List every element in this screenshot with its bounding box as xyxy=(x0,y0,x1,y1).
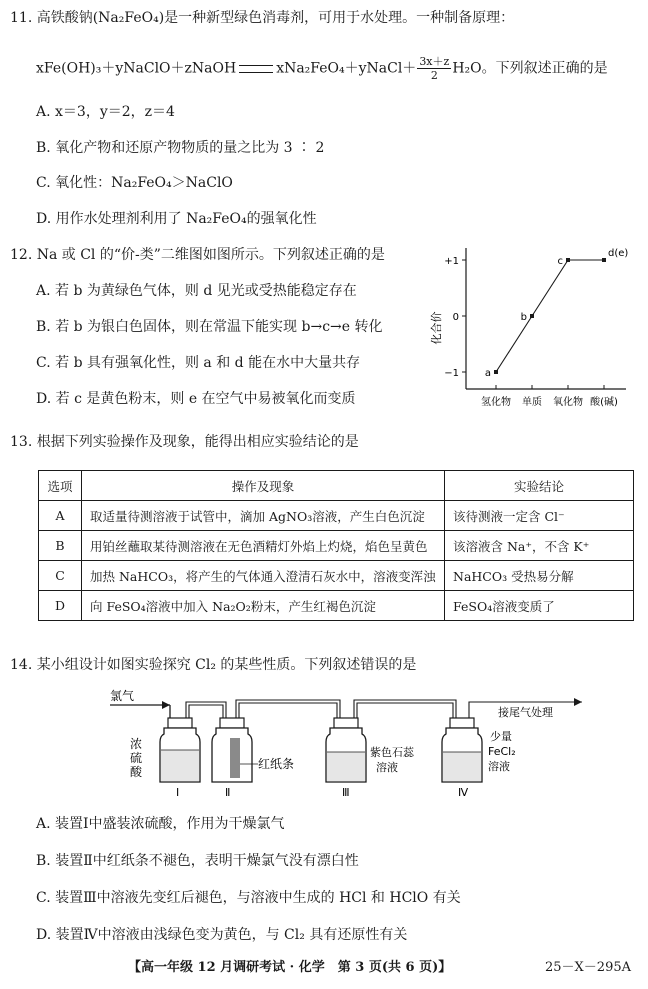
q11-option-d: D. 用作水处理剂利用了 Na₂FeO₄的强氧化性 xyxy=(36,211,317,227)
table-cell-operation: 向 FeSO₄溶液中加入 Na₂O₂粉末，产生红褐色沉淀 xyxy=(82,591,445,621)
q11-stem: 11. 高铁酸钠(Na₂FeO₄)是一种新型绿色消毒剂，可用于水处理。一种制备原理： xyxy=(10,10,515,26)
bottle-2-label: 红纸条 xyxy=(258,757,295,771)
q14-option-d: D. 装置Ⅳ中溶液由浅绿色变为黄色，与 Cl₂ 具有还原性有关 xyxy=(36,927,408,943)
table-cell-operation: 用铂丝蘸取某待测溶液在无色酒精灯外焰上灼烧，焰色呈黄色 xyxy=(82,531,445,561)
q14-stem: 14. 某小组设计如图实验探究 Cl₂ 的某些性质。下列叙述错误的是 xyxy=(10,657,417,673)
q11-option-c: C. 氧化性：Na₂FeO₄＞NaClO xyxy=(36,175,233,191)
q11-eq-right: xNa₂FeO₄＋yNaCl＋ xyxy=(276,60,417,77)
q14-option-a: A. 装置Ⅰ中盛装浓硫酸，作用为干燥氯气 xyxy=(36,816,285,832)
bottle-4-label-line2: FeCl₂ xyxy=(488,745,516,758)
chart-point-label: d(e) xyxy=(608,248,629,259)
chart-series-segment xyxy=(532,260,568,316)
table-header-row xyxy=(39,471,634,501)
table-row xyxy=(39,591,634,621)
q14-option-c: C. 装置Ⅲ中溶液先变红后褪色，与溶液中生成的 HCl 和 HClO 有关 xyxy=(36,890,461,906)
chart-point-label: a xyxy=(484,368,491,379)
exhaust-label: 接尾气处理 xyxy=(498,706,553,719)
equals-arrow-icon xyxy=(239,65,273,73)
table-cell-conclusion: 该溶液含 Na⁺，不含 K⁺ xyxy=(445,531,634,561)
q11-eq-fraction xyxy=(417,55,451,82)
bottle-1-label-line2: 硫 xyxy=(130,751,143,765)
exhaust-arrow-icon xyxy=(574,698,582,706)
table-cell-option: B xyxy=(39,531,82,561)
chart-point-label: c xyxy=(557,256,563,267)
table-cell-operation: 取适量待测溶液于试管中，滴加 AgNO₃溶液，产生白色沉淀 xyxy=(82,501,445,531)
table-cell-option: D xyxy=(39,591,82,621)
chart-point xyxy=(494,370,498,374)
bottle-3 xyxy=(326,718,366,782)
bottle-1-numeral: Ⅰ xyxy=(176,786,180,798)
bottle-4 xyxy=(442,718,482,782)
red-paper-strip xyxy=(230,738,240,778)
q11-equation xyxy=(36,55,608,82)
chart-ytick-label: +1 xyxy=(444,256,459,267)
table-cell-option: C xyxy=(39,561,82,591)
q11-eq-left: xFe(OH)₃＋yNaClO＋zNaOH xyxy=(36,60,237,77)
bottle-3-label-line2: 溶液 xyxy=(376,761,398,774)
table-cell-operation: 加热 NaHCO₃，将产生的气体通入澄清石灰水中，溶液变浑浊 xyxy=(82,561,445,591)
footer-title: 【高一年级 12 月调研考试 · 化学 第 3 页(共 6 页)】 xyxy=(128,960,452,975)
bottle-1-label-line3: 酸 xyxy=(130,765,143,779)
q11-option-a: A. x＝3，y＝2，z＝4 xyxy=(36,104,175,120)
bottle-4-label-line1: 少量 xyxy=(490,730,512,743)
bottle-1 xyxy=(160,718,200,782)
inlet-arrow-icon xyxy=(162,701,170,709)
table-header-conclusion: 实验结论 xyxy=(445,471,634,501)
bottle-3-label-line1: 紫色石蕊 xyxy=(370,746,414,759)
chart-point xyxy=(602,258,606,262)
chart-ylabel: 化合价 xyxy=(430,311,443,345)
footer-code: 25－X－295A xyxy=(545,960,631,975)
table-row xyxy=(39,531,634,561)
bottle-2 xyxy=(212,718,252,782)
table-row xyxy=(39,561,634,591)
chart-ytick-label: −1 xyxy=(444,368,459,379)
chart-xcat-label: 氧化物 xyxy=(553,397,583,408)
gas-inlet-label: 氯气 xyxy=(110,689,135,703)
q11-option-b: B. 氧化产物和还原产物物质的量之比为 3 ∶ 2 xyxy=(36,140,325,156)
q14-option-b: B. 装置Ⅱ中红纸条不褪色，表明干燥氯气没有漂白性 xyxy=(36,853,359,869)
bottle-3-numeral: Ⅲ xyxy=(342,786,350,798)
q12-option-d: D. 若 c 是黄色粉末，则 e 在空气中易被氧化而变质 xyxy=(36,391,356,407)
q12-stem: 12. Na 或 Cl 的“价-类”二维图如图所示。下列叙述正确的是 xyxy=(10,247,385,263)
valence-class-chart xyxy=(426,244,636,412)
chart-xcat-label: 单质 xyxy=(522,397,542,408)
bottle-4-label-line3: 溶液 xyxy=(488,760,510,773)
table-cell-conclusion: 该待测液一定含 Cl⁻ xyxy=(445,501,634,531)
table-row xyxy=(39,501,634,531)
table-cell-option: A xyxy=(39,501,82,531)
bottle-2-numeral: Ⅱ xyxy=(225,786,231,798)
chart-point-label: b xyxy=(520,312,527,323)
table-cell-conclusion: FeSO₄溶液变质了 xyxy=(445,591,634,621)
chart-xcat-label: 酸(碱) xyxy=(590,397,618,408)
bottle-4-numeral: Ⅳ xyxy=(458,786,469,798)
q12-option-a: A. 若 b 为黄绿色气体，则 d 见光或受热能稳定存在 xyxy=(36,283,357,299)
table-cell-conclusion: NaHCO₃ 受热易分解 xyxy=(445,561,634,591)
experiment-table xyxy=(38,470,634,621)
chart-point xyxy=(566,258,570,262)
table-header-option: 选项 xyxy=(39,471,82,501)
bottle-1-label-line1: 浓 xyxy=(130,737,143,751)
chart-series-segment xyxy=(496,316,532,372)
chart-point xyxy=(530,314,534,318)
q11-eq-tail: H₂O。下列叙述正确的是 xyxy=(452,60,608,77)
q11-frac-num: 3x＋z xyxy=(419,55,450,68)
q12-option-b: B. 若 b 为银白色固体，则在常温下能实现 b→c→e 转化 xyxy=(36,319,383,335)
apparatus-diagram xyxy=(108,686,588,798)
chart-xcat-label: 氢化物 xyxy=(481,397,511,408)
q11-frac-den: 2 xyxy=(430,69,438,82)
table-header-operation: 操作及现象 xyxy=(82,471,445,501)
q13-stem: 13. 根据下列实验操作及现象，能得出相应实验结论的是 xyxy=(10,434,359,450)
chart-ytick-label: 0 xyxy=(452,312,459,323)
q12-option-c: C. 若 b 具有强氧化性，则 a 和 d 能在水中大量共存 xyxy=(36,355,361,371)
